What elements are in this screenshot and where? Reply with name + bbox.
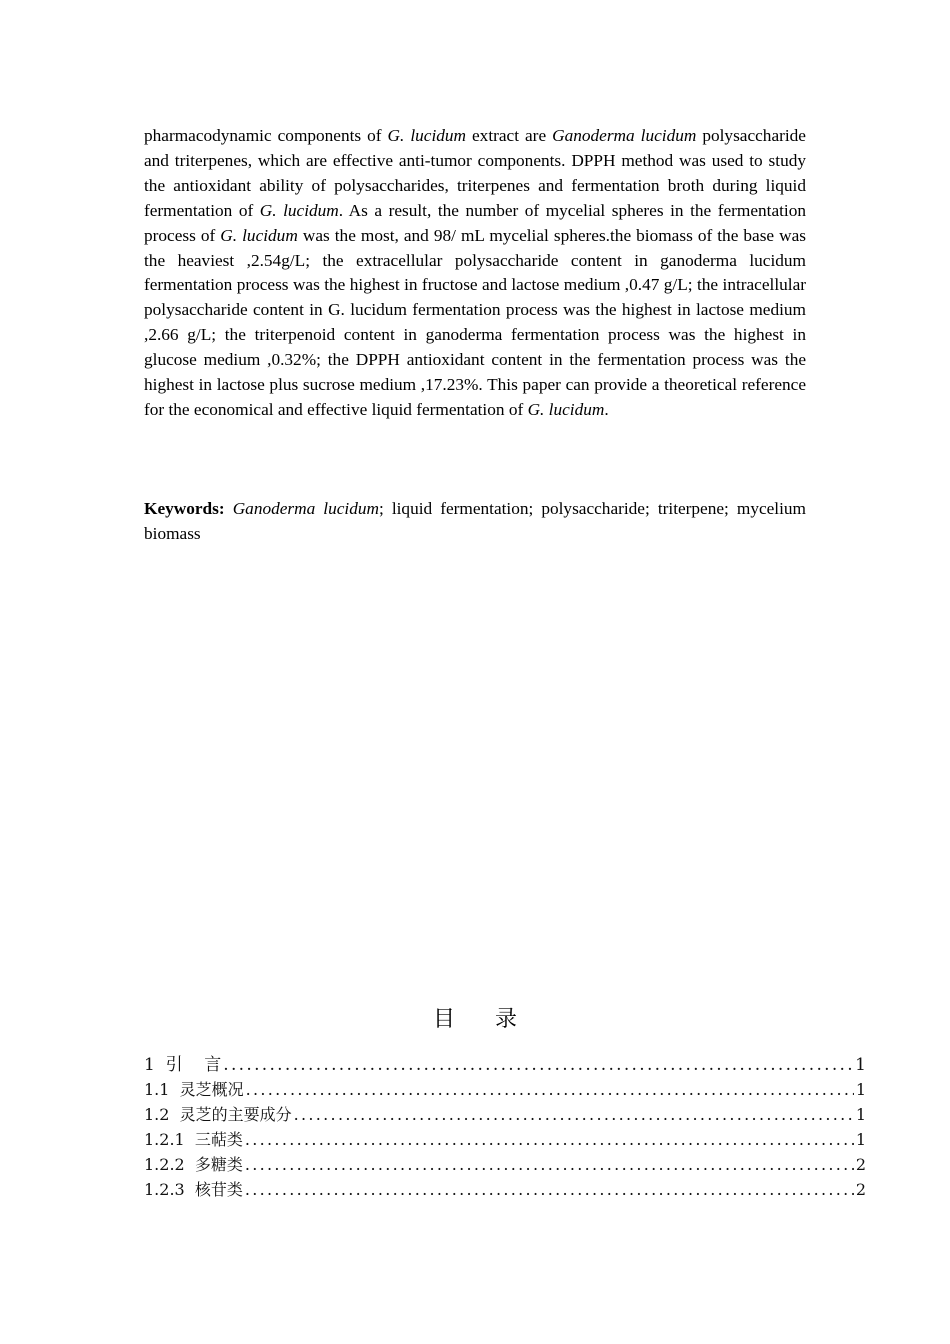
table-of-contents	[144, 1050, 866, 1202]
toc-entry-label: 1.2.3 核苷类	[144, 1180, 243, 1199]
toc-entry[interactable]	[144, 1177, 866, 1202]
abstract-text: . As a result, the number of mycelial spheres in the fermentation process of	[144, 200, 807, 245]
toc-entry-page: 1	[855, 1105, 866, 1124]
toc-dot-leader	[223, 1055, 853, 1075]
abstract-paragraph	[144, 124, 806, 423]
species-name: G. lucidum	[220, 225, 298, 245]
abstract-text: polysaccharide and triterpenes, which are effective anti-tumor components. DPPH method was used to study the antioxidant ability of polysaccharides, triterpenes and fermentation broth during liquid fermentation of	[144, 126, 806, 220]
abstract-text: was the most, and 98/ mL mycelial spheres.the biomass of the base was the heaviest ,2.54g/L; the extracellular polysaccharide content in ganoderma lucidum fermentation process was the highest in fructose and lactose medium ,0.47 g/L; the intracellular polysaccharide content in G. lucidum fermentation process was the highest in lactose medium ,2.66 g/L; the triterpenoid content in ganoderma fermentation process was the highest in glucose medium ,0.32%; the DPPH antioxidant content in the fermentation process was the highest in lactose plus sucrose medium ,17.23%. This paper can provide a theoretical reference for the economical and effective liquid fermentation of	[144, 225, 807, 419]
toc-entry[interactable]	[144, 1050, 866, 1077]
toc-dot-leader	[245, 1155, 854, 1174]
keyword-species: Ganoderma lucidum	[232, 499, 379, 518]
toc-entry-page: 1	[855, 1130, 866, 1149]
toc-entry[interactable]	[144, 1102, 866, 1127]
species-name: G. lucidum	[527, 399, 605, 419]
toc-entry[interactable]	[144, 1127, 866, 1152]
toc-title: 目录	[432, 1007, 557, 1032]
toc-entry[interactable]	[144, 1077, 866, 1102]
toc-dot-leader	[246, 1080, 854, 1099]
toc-entry-page: 2	[855, 1180, 866, 1199]
abstract-text: extract are	[466, 126, 553, 145]
keywords-label: Keywords:	[144, 499, 225, 518]
toc-entry-label: 1.2 灵芝的主要成分	[144, 1105, 292, 1124]
toc-entry[interactable]	[144, 1152, 866, 1177]
keywords-line	[144, 497, 806, 547]
species-name: G. lucidum	[259, 200, 339, 220]
toc-entry-label: 1.2.1 三萜类	[144, 1130, 243, 1149]
abstract-text: .	[604, 399, 609, 419]
species-name: G. lucidum	[387, 126, 467, 145]
toc-dot-leader	[245, 1130, 854, 1149]
keywords-list: ; liquid fermentation; polysaccharide; triterpene; mycelium biomass	[144, 499, 806, 543]
toc-entry-label: 1 引 言	[144, 1055, 222, 1075]
toc-entry-label: 1.2.2 多糖类	[144, 1155, 243, 1174]
toc-entry-label: 1.1 灵芝概况	[144, 1080, 244, 1099]
toc-dot-leader	[245, 1180, 854, 1199]
toc-entry-page: 1	[855, 1080, 866, 1099]
toc-entry-page: 2	[855, 1155, 866, 1174]
toc-dot-leader	[294, 1105, 854, 1124]
abstract-text: pharmacodynamic components of	[144, 126, 388, 145]
toc-entry-page: 1	[855, 1055, 866, 1075]
species-name: Ganoderma lucidum	[552, 126, 697, 145]
